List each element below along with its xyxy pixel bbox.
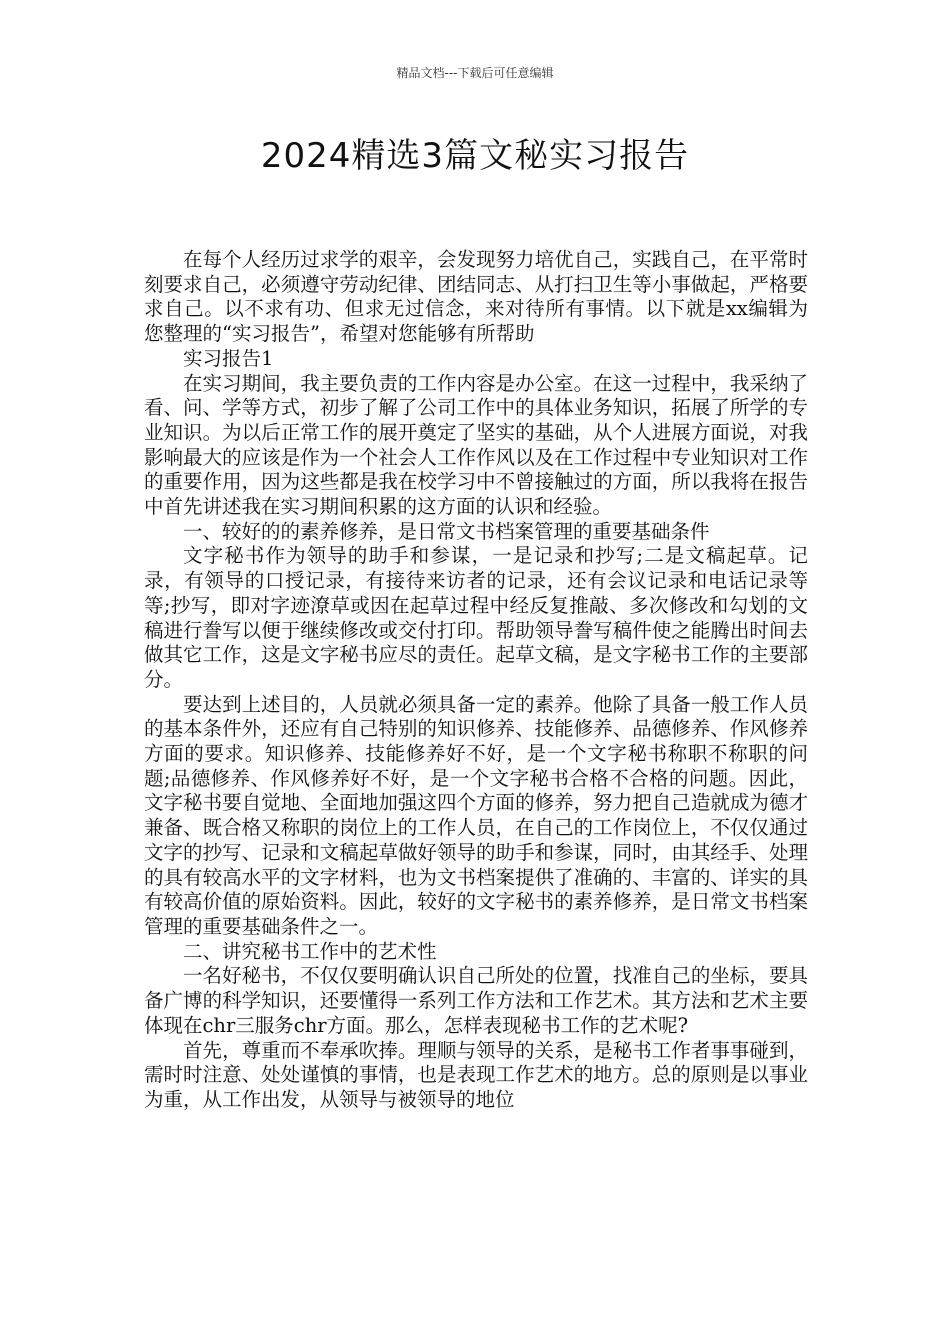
body-paragraph: 文字秘书作为领导的助手和参谋，一是记录和抄写;二是文稿起草。记录，有领导的口授记录，有接待来访者的记录，还有会议记录和电话记录等等;抄写，即对字迹潦草或因在起草过程中经反复推敲、多次修改和勾划的文稿进行誊写以便于继续修改或交付打印。帮助领导誊写稿件使之能腾出时间去做其它工作，这是文字秘书应尽的责任。起草文稿，是文字秘书工作的主要部分。	[144, 544, 808, 691]
body-paragraph: 一名好秘书，不仅仅要明确认识自己所处的位置，找准自己的坐标，要具备广博的科学知识，还要懂得一系列工作方法和工作艺术。其方法和艺术主要体现在chr三服务chr方面。那么，怎样表现秘书工作的艺术呢?	[144, 964, 808, 1037]
section-heading-1: 一、较好的的素养修养，是日常文书档案管理的重要基础条件	[183, 519, 710, 543]
body-paragraph: 首先，尊重而不奉承吹捧。理顺与领导的关系，是秘书工作者事事碰到，需时时注意、处处谨慎的事情，也是表现工作艺术的地方。总的原则是以事业为重，从工作出发，从领导与被领导的地位	[144, 1038, 808, 1111]
section-heading-2: 二、讲究秘书工作中的艺术性	[183, 939, 437, 963]
body-paragraph: 在实习期间，我主要负责的工作内容是办公室。在这一过程中，我采纳了看、问、学等方式，初步了解了公司工作中的具体业务知识，拓展了所学的专业知识。为以后正常工作的展开奠定了坚实的基础，从个人进展方面说，对我影响最大的应该是作为一个社会人工作作风以及在工作过程中专业知识对工作的重要作用，因为这些都是我在校学习中不曾接触过的方面，所以我将在报告中首先讲述我在实习期间积累的这方面的认识和经验。	[144, 371, 808, 519]
section-heading-report-1: 实习报告1	[183, 346, 274, 370]
document-body	[144, 248, 808, 1113]
document-title: 2024精选3篇文秘实习报告	[260, 136, 690, 176]
body-paragraph: 要达到上述目的，人员就必须具备一定的素养。他除了具备一般工作人员的基本条件外，还应有自己特别的知识修养、技能修养、品德修养、作风修养方面的要求。知识修养、技能修养好不好，是一个文字秘书称职不称职的问题;品德修养、作风修养好不好，是一个文字秘书合格不合格的问题。因此，文字秘书要自觉地、全面地加强这四个方面的修养，努力把自己造就成为德才兼备、既合格又称职的岗位上的工作人员，在自己的工作岗位上，不仅仅通过文字的抄写、记录和文稿起草做好领导的助手和参谋，同时，由其经手、处理的具有较高水平的文字材料，也为文书档案提供了准确的、丰富的、详实的具有较高价值的原始资料。因此，较好的文字秘书的素养修养，是日常文书档案管理的重要基础条件之一。	[144, 692, 808, 938]
page-header: 精品文档---下载后可任意编辑	[396, 66, 554, 80]
intro-paragraph: 在每个人经历过求学的艰辛，会发现努力培优自己，实践自己，在平常时刻要求自己，必须遵守劳动纪律、团结同志、从打扫卫生等小事做起，严格要求自己。以不求有功、但求无过信念，来对待所有事情。以下就是xx编辑为您整理的“实习报告”，希望对您能够有所帮助	[144, 248, 808, 346]
